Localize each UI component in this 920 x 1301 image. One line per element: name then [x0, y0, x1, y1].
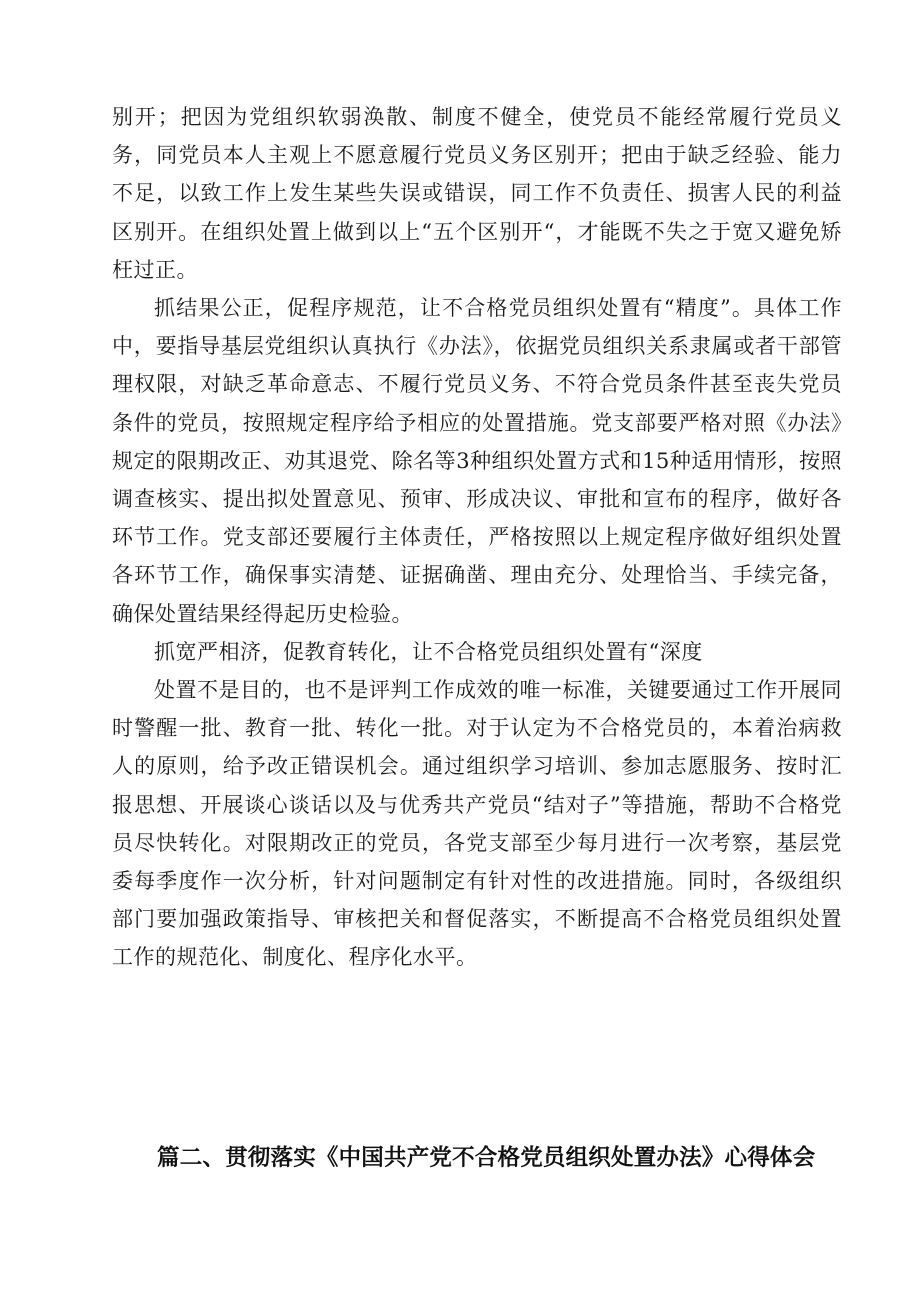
section-heading: 篇二、贯彻落实《中国共产党不合格党员组织处置办法》心得体会: [157, 1145, 816, 1171]
paragraph-continuation: 别开；把因为党组织软弱涣散、制度不健全，使党员不能经常履行党员义务，同党员本人主观上不愿意履行党员义务区别开；把由于缺乏经验、能力不足，以致工作上发生某些失误或错误，同工作不负责任、损害人民的利益区别开。在组织处置上做到以上“五个区别开“，才能既不失之于宽又避免矫枉过正。: [112, 105, 842, 282]
paragraph-subheading: 抓宽严相济，促教育转化，让不合格党员组织处置有“深度: [154, 639, 703, 664]
document-body: [112, 98, 842, 977]
paragraph-education: 处置不是目的，也不是评判工作成效的唯一标准，关键要通过工作开展同时警醒一批、教育一批、转化一批。对于认定为不合格党员的，本着治病救人的原则，给予改正错误机会。通过组织学习培训、参加志愿服务、按时汇报思想、开展谈心谈话以及与优秀共产党员“结对子”等措施，帮助不合格党员尽快转化。对限期改正的党员，各党支部至少每月进行一次考察，基层党委每季度作一次分析，针对问题制定有针对性的改进措施。同时，各级组织部门要加强政策指导、审核把关和督促落实，不断提高不合格党员组织处置工作的规范化、制度化、程序化水平。: [112, 678, 842, 970]
paragraph-procedure: 抓结果公正，促程序规范，让不合格党员组织处置有“精度”。具体工作中，要指导基层党组织认真执行《办法》，依据党员组织关系隶属或者干部管理权限，对缺乏革命意志、不履行党员义务、不符合党员条件甚至丧失党员条件的党员，按照规定程序给予相应的处置措施。党支部要严格对照《办法》规定的限期改正、劝其退党、除名等3种组织处置方式和15种适用情形，按照调查核实、提出拟处置意见、预审、形成决议、审批和宣布的程序，做好各环节工作。党支部还要履行主体责任，严格按照以上规定程序做好组织处置各环节工作，确保事实清楚、证据确凿、理由充分、处理恰当、手续完备，确保处置结果经得起历史检验。: [112, 296, 842, 626]
